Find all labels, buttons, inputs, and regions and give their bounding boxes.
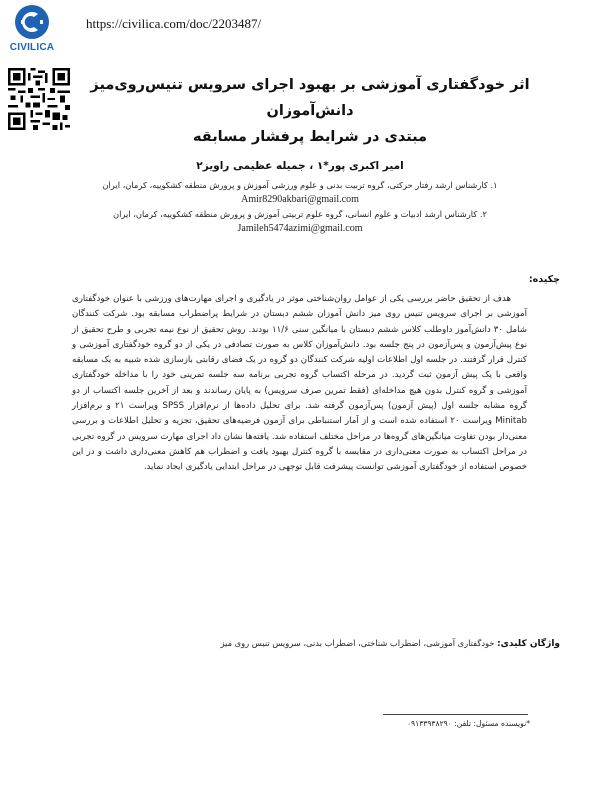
document-url[interactable]: https://civilica.com/doc/2203487/ xyxy=(86,16,262,31)
corresponding-author-footnote: *نویسنده مسئول: تلفن: ۰۹۱۳۳۹۳۸۲۹۰ xyxy=(406,719,530,728)
footnote-divider xyxy=(383,714,528,715)
civilica-logo[interactable] xyxy=(4,4,60,56)
affiliation-1: ۱. کارشناس ارشد رفتار حرکتی، گروه تربیت بدنی و علوم ورزشی آموزش و پرورش منطقه کشکوییه، کرمان، ایران xyxy=(102,180,498,190)
civilica-c-icon xyxy=(14,4,50,40)
keywords xyxy=(60,638,560,649)
logo-text: CIVILICA xyxy=(9,42,55,53)
qr-code-icon[interactable] xyxy=(8,68,70,130)
abstract-heading: چکیده: xyxy=(528,274,560,285)
email-2[interactable]: Jamileh5474azimi@gmail.com xyxy=(237,223,363,234)
email-1[interactable]: Amir8290akbari@gmail.com xyxy=(241,194,359,205)
keywords-list: خودگفتاری آموزشی، اضطراب شناختی، اضطراب بدنی، سرویس تنیس روی میز xyxy=(220,638,495,648)
title-line-2: مبتدی در شرایط پرفشار مسابقه xyxy=(192,129,428,145)
title-line-1: اثر خودگفتاری آموزشی بر بهبود اجرای سرویس تنیس‌روی‌میز دانش‌آموزان xyxy=(90,77,530,119)
keywords-label: واژگان کلیدی: xyxy=(497,639,560,649)
authors: امیر اکبری پور*۱ ، جمیله عظیمی راویز۲ xyxy=(196,160,404,172)
paper-title xyxy=(90,72,530,150)
abstract-body: هدف از تحقیق حاضر بررسی یکی از عوامل روان‌شناختی موثر در یادگیری و اجرای مهارت‌های ورزشی با عنوان خودگفتاری آموزشی بر اجرای سرویس تنیس روی میز دانش آموزان ششم دبستان در شرایط پراضطراب مسابقه بود. شرکت کنندگان شامل ۳۰ دانش‌آموز داوطلب کلاس ششم دبستان با میانگین سنی ۱۱/۶ بودند. روش تحقیق از نوع نیمه تجربی و طرح تحقیق از نوع پیش‌آزمون و پس‌آزمون در پنج جلسه بود. دانش‌آموزان کلاس به صورت تصادفی در یکی از دو گروه خودگفتاری آموزشی و کنترل قرار گرفتند. در جلسه اول اطلاعات اولیه شرکت کنندگان دو گروه در یک فضای رقابتی بازسازی شده شبیه به یک مسابقه واقعی با یک پیش آزمون ثبت گردید. در مرحله اکتساب گروه تجربی برنامه سه جلسه تمرینی خود را با مداخله خودگفتاری آموزشی و گروه کنترل بدون هیچ مداخله‌ای (فقط تمرین صرف سرویس) به پایان رساندند و بعد از آخرین جلسه اکتساب از دو گروه مشابه جلسه اول (پیش آزمون) پس‌آزمون گرفته شد. برای تحلیل داده‌ها از نرم‌افزار SPSS ویراست ۲۱ و نرم‌افزار Minitab ویراست ۲۰ استفاده شده است و از آمار استنباطی برای آزمون فرضیه‌های تحقیق، تجزیه و تحلیل اطلاعات و بررسی معنی‌دار بودن تفاوت میانگین‌های گروه‌ها در مراحل مختلف استفاده شد. یافته‌ها نشان داد اجرای مهارت سرویس در گروه تجربی در مراحل اکتساب به صورت معنی‌داری در مقایسه با گروه کنترل بهبود یافت و اضطراب هم کاهش معنی‌داری داشت و در این خصوص استفاده از خودگفتاری آموزشی توانست پیشرفت قابل توجهی در مراحل ابتدایی یادگیری ایجاد نماید. xyxy=(72,294,527,473)
affiliation-2: ۲. کارشناس ارشد ادبیات و علوم انسانی، گروه علوم تربیتی آموزش و پرورش منطقه کشکوییه، کرمان، ایران xyxy=(113,209,487,219)
